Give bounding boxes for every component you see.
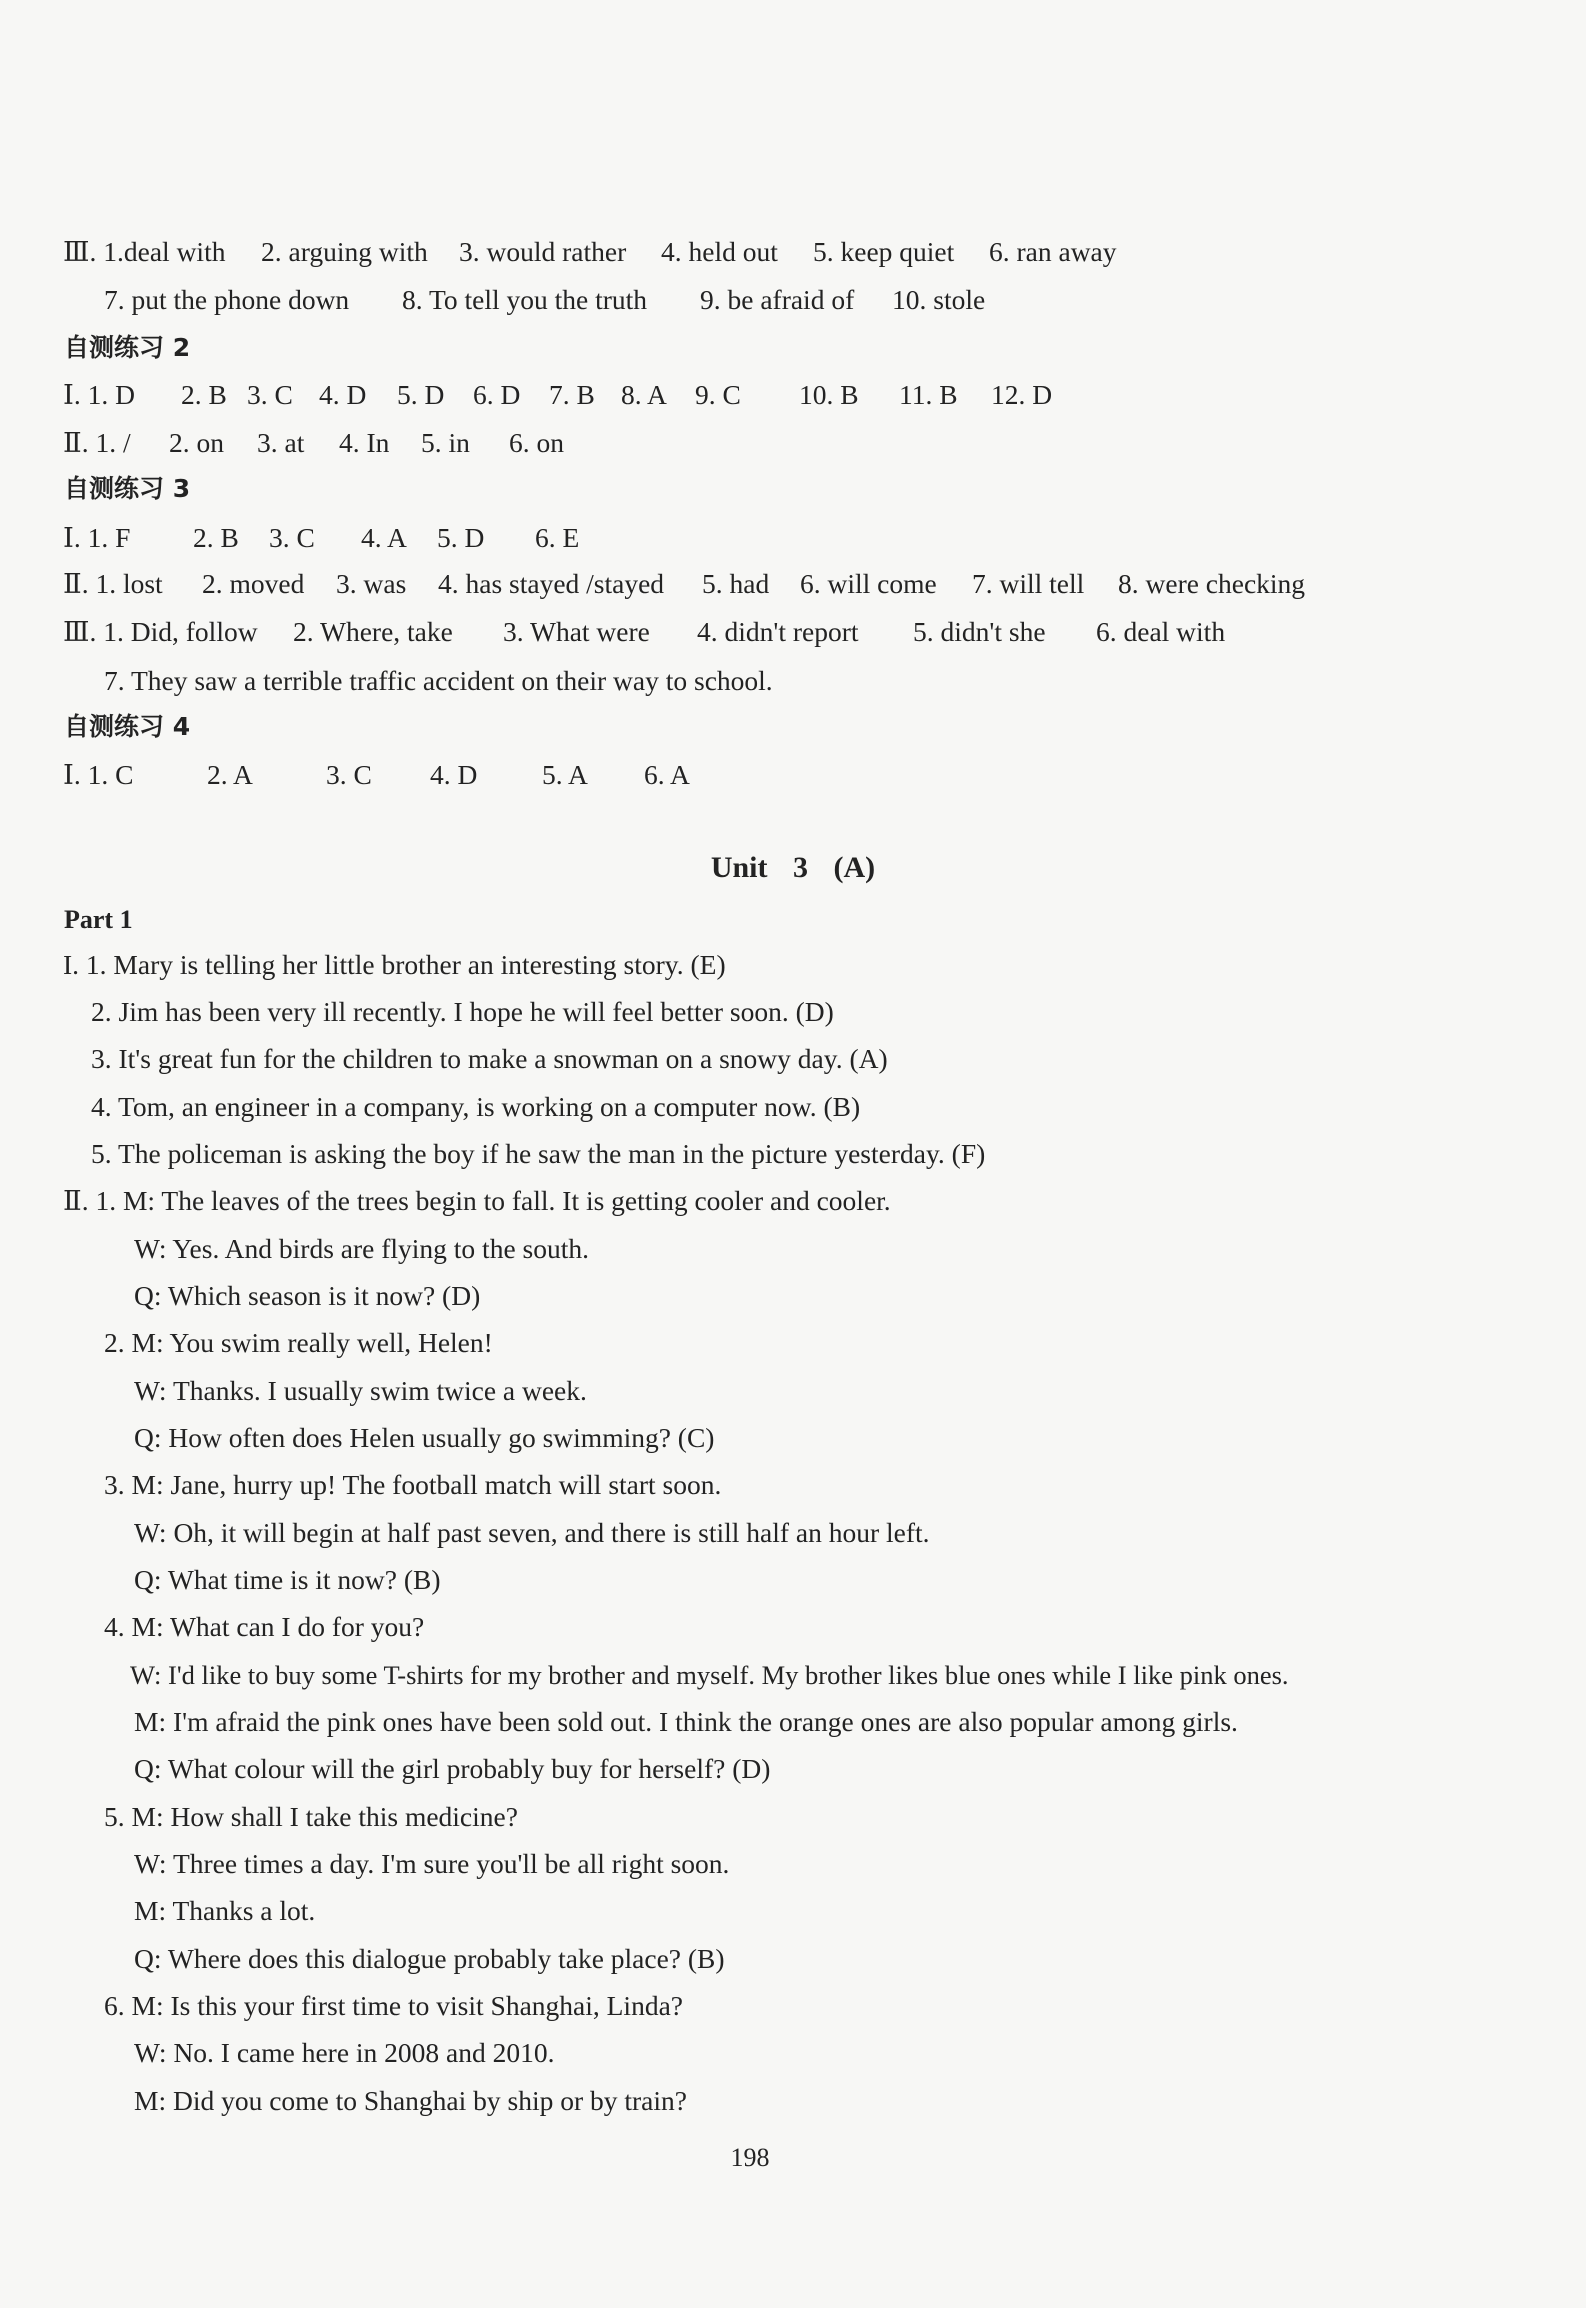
page-number: 198 — [730, 2143, 770, 2172]
answer-item: 4. A — [361, 522, 407, 553]
answer-item: 5. D — [437, 522, 485, 553]
section-heading: 自测练习 4 — [64, 712, 191, 741]
answer-item: 4. D — [430, 759, 478, 790]
dialogue-line: W: Yes. And birds are flying to the south. — [134, 1233, 589, 1264]
answer-item: 2. A — [207, 759, 253, 790]
answer-line — [63, 425, 564, 461]
answer-item: 3. C — [326, 759, 372, 790]
dialogue-line: M: I'm afraid the pink ones have been sold out. I think the orange ones are also popular among girls. — [134, 1706, 1238, 1737]
answer-item: 6. E — [535, 522, 580, 553]
answer-line — [63, 566, 1305, 602]
answer-item: 5. D — [397, 379, 445, 410]
answer-line — [63, 614, 1225, 650]
answer-item: 10. stole — [892, 284, 986, 315]
answer-item: Ⅲ. 1.deal with — [63, 236, 226, 267]
dialogue-line: M: Thanks a lot. — [134, 1895, 316, 1926]
answer-item: 2. Where, take — [293, 616, 453, 647]
answer-item: 4. D — [319, 379, 367, 410]
answer-item: 6. deal with — [1096, 616, 1226, 647]
answer-line — [63, 234, 1117, 270]
answer-item: 8. To tell you the truth — [402, 284, 648, 315]
answer-item: 6. D — [473, 379, 521, 410]
answer-item: 3. C — [269, 522, 315, 553]
answer-item: 7. will tell — [972, 568, 1085, 599]
dialogue-line: Q: How often does Helen usually go swimming? (C) — [134, 1422, 715, 1453]
dialogue-line: Q: Which season is it now? (D) — [134, 1280, 481, 1311]
section-heading: 自测练习 2 — [64, 333, 191, 362]
answer-line: 5. The policeman is asking the boy if he saw the man in the picture yesterday. (F) — [91, 1138, 986, 1169]
dialogue-line: 3. M: Jane, hurry up! The football match will start soon. — [104, 1469, 722, 1500]
answer-line — [63, 377, 1052, 413]
dialogue-line: W: Oh, it will begin at half past seven, and there is still half an hour left. — [134, 1517, 930, 1548]
answer-item: 7. B — [549, 379, 595, 410]
dialogue-line: Ⅱ. 1. M: The leaves of the trees begin to fall. It is getting cooler and cooler. — [63, 1185, 891, 1216]
answer-item: 4. In — [339, 427, 390, 458]
answer-item: 3. would rather — [459, 236, 627, 267]
answer-item: 2. on — [169, 427, 224, 458]
answer-line: 3. It's great fun for the children to make a snowman on a snowy day. (A) — [91, 1043, 888, 1074]
answer-item: 5. A — [542, 759, 588, 790]
answer-item: 12. D — [991, 379, 1053, 410]
answer-item: 5. in — [421, 427, 470, 458]
answer-line — [63, 757, 690, 793]
answer-item: 6. A — [644, 759, 690, 790]
answer-line: 4. Tom, an engineer in a company, is working on a computer now. (B) — [91, 1091, 861, 1122]
answer-item: Ⅰ. 1. F — [63, 522, 131, 553]
answer-item: Ⅱ. 1. / — [63, 427, 131, 458]
answer-item: 11. B — [899, 379, 958, 410]
dialogue-line: 6. M: Is this your first time to visit Shanghai, Linda? — [104, 1990, 683, 2021]
answer-line — [63, 520, 579, 556]
answer-item: 9. C — [695, 379, 741, 410]
answer-line: 2. Jim has been very ill recently. I hope he will feel better soon. (D) — [91, 996, 834, 1027]
answer-item: 9. be afraid of — [700, 284, 855, 315]
answer-item: 3. was — [336, 568, 407, 599]
answer-item: Ⅰ. 1. D — [63, 379, 135, 410]
answer-item: 2. B — [181, 379, 227, 410]
answer-item: Ⅲ. 1. Did, follow — [63, 616, 258, 647]
dialogue-line: 5. M: How shall I take this medicine? — [104, 1801, 518, 1832]
unit-title: Unit 3 (A) — [710, 851, 876, 884]
dialogue-line: Q: What time is it now? (B) — [134, 1564, 441, 1595]
answer-item: 3. C — [247, 379, 293, 410]
answer-item: 6. will come — [800, 568, 937, 599]
answer-item: 6. ran away — [989, 236, 1117, 267]
answer-item: 5. had — [702, 568, 770, 599]
dialogue-line: M: Did you come to Shanghai by ship or by train? — [134, 2085, 687, 2116]
answer-item: 5. didn't she — [913, 616, 1046, 647]
dialogue-line: W: I'd like to buy some T-shirts for my brother and myself. My brother likes blue ones while I like pink ones. — [130, 1660, 1289, 1690]
answer-item: 3. at — [257, 427, 305, 458]
dialogue-line: W: Thanks. I usually swim twice a week. — [134, 1375, 587, 1406]
answer-item: 2. B — [193, 522, 239, 553]
answer-item: 3. What were — [503, 616, 650, 647]
dialogue-line: 2. M: You swim really well, Helen! — [104, 1327, 493, 1358]
answer-item: 6. on — [509, 427, 564, 458]
answer-item: Ⅱ. 1. lost — [63, 568, 163, 599]
dialogue-line: 4. M: What can I do for you? — [104, 1611, 425, 1642]
answer-item: 4. has stayed /stayed — [438, 568, 665, 599]
answer-line: I. 1. Mary is telling her little brother an interesting story. (E) — [63, 949, 726, 980]
answer-item: 2. arguing with — [261, 236, 428, 267]
section-heading: 自测练习 3 — [64, 474, 191, 503]
answer-line: 7. They saw a terrible traffic accident on their way to school. — [104, 665, 773, 696]
answer-item: 5. keep quiet — [813, 236, 955, 267]
answer-item: 2. moved — [202, 568, 305, 599]
dialogue-line: Q: Where does this dialogue probably take place? (B) — [134, 1943, 725, 1974]
answer-item: 8. A — [621, 379, 667, 410]
answer-item: 4. held out — [661, 236, 778, 267]
dialogue-line: W: Three times a day. I'm sure you'll be all right soon. — [134, 1848, 730, 1879]
dialogue-line: Q: What colour will the girl probably buy for herself? (D) — [134, 1753, 771, 1784]
answer-item: 10. B — [799, 379, 859, 410]
answer-line — [104, 282, 985, 318]
dialogue-line: W: No. I came here in 2008 and 2010. — [134, 2037, 555, 2068]
answer-item: 7. put the phone down — [104, 284, 350, 315]
part-heading: Part 1 — [64, 905, 133, 934]
answer-item: 8. were checking — [1118, 568, 1306, 599]
answer-item: Ⅰ. 1. C — [63, 759, 134, 790]
answer-item: 4. didn't report — [697, 616, 859, 647]
